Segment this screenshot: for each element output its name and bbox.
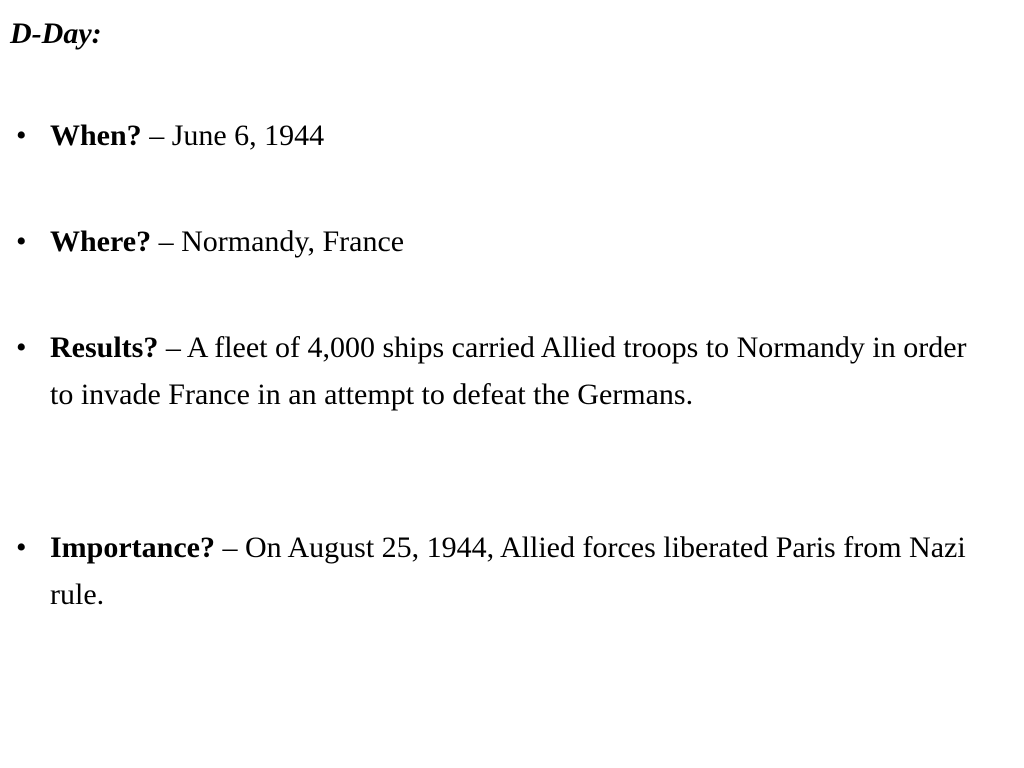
bullet-label: When?: [50, 119, 142, 152]
bullet-label: Importance?: [50, 531, 215, 564]
bullet-body: – June 6, 1944: [141, 119, 325, 152]
bullet-icon: •: [16, 331, 27, 364]
bullet-text: [50, 218, 980, 265]
bullet-label: Results?: [50, 331, 159, 364]
bullet-label: Where?: [50, 225, 152, 258]
bullet-body: – Normandy, France: [151, 225, 405, 258]
bullet-text: [50, 112, 980, 159]
bullet-icon: •: [16, 531, 27, 564]
bullet-text: [50, 524, 980, 618]
slide-title: D-Day:: [10, 17, 102, 50]
bullet-text: [50, 324, 980, 418]
bullet-body: – A fleet of 4,000 ships carried Allied troops to Normandy in order to invade France in an attempt to defeat the Germans.: [50, 331, 967, 411]
bullet-icon: •: [16, 119, 27, 152]
bullet-body: – On August 25, 1944, Allied forces liberated Paris from Nazi rule.: [50, 531, 966, 611]
bullet-icon: •: [16, 225, 27, 258]
